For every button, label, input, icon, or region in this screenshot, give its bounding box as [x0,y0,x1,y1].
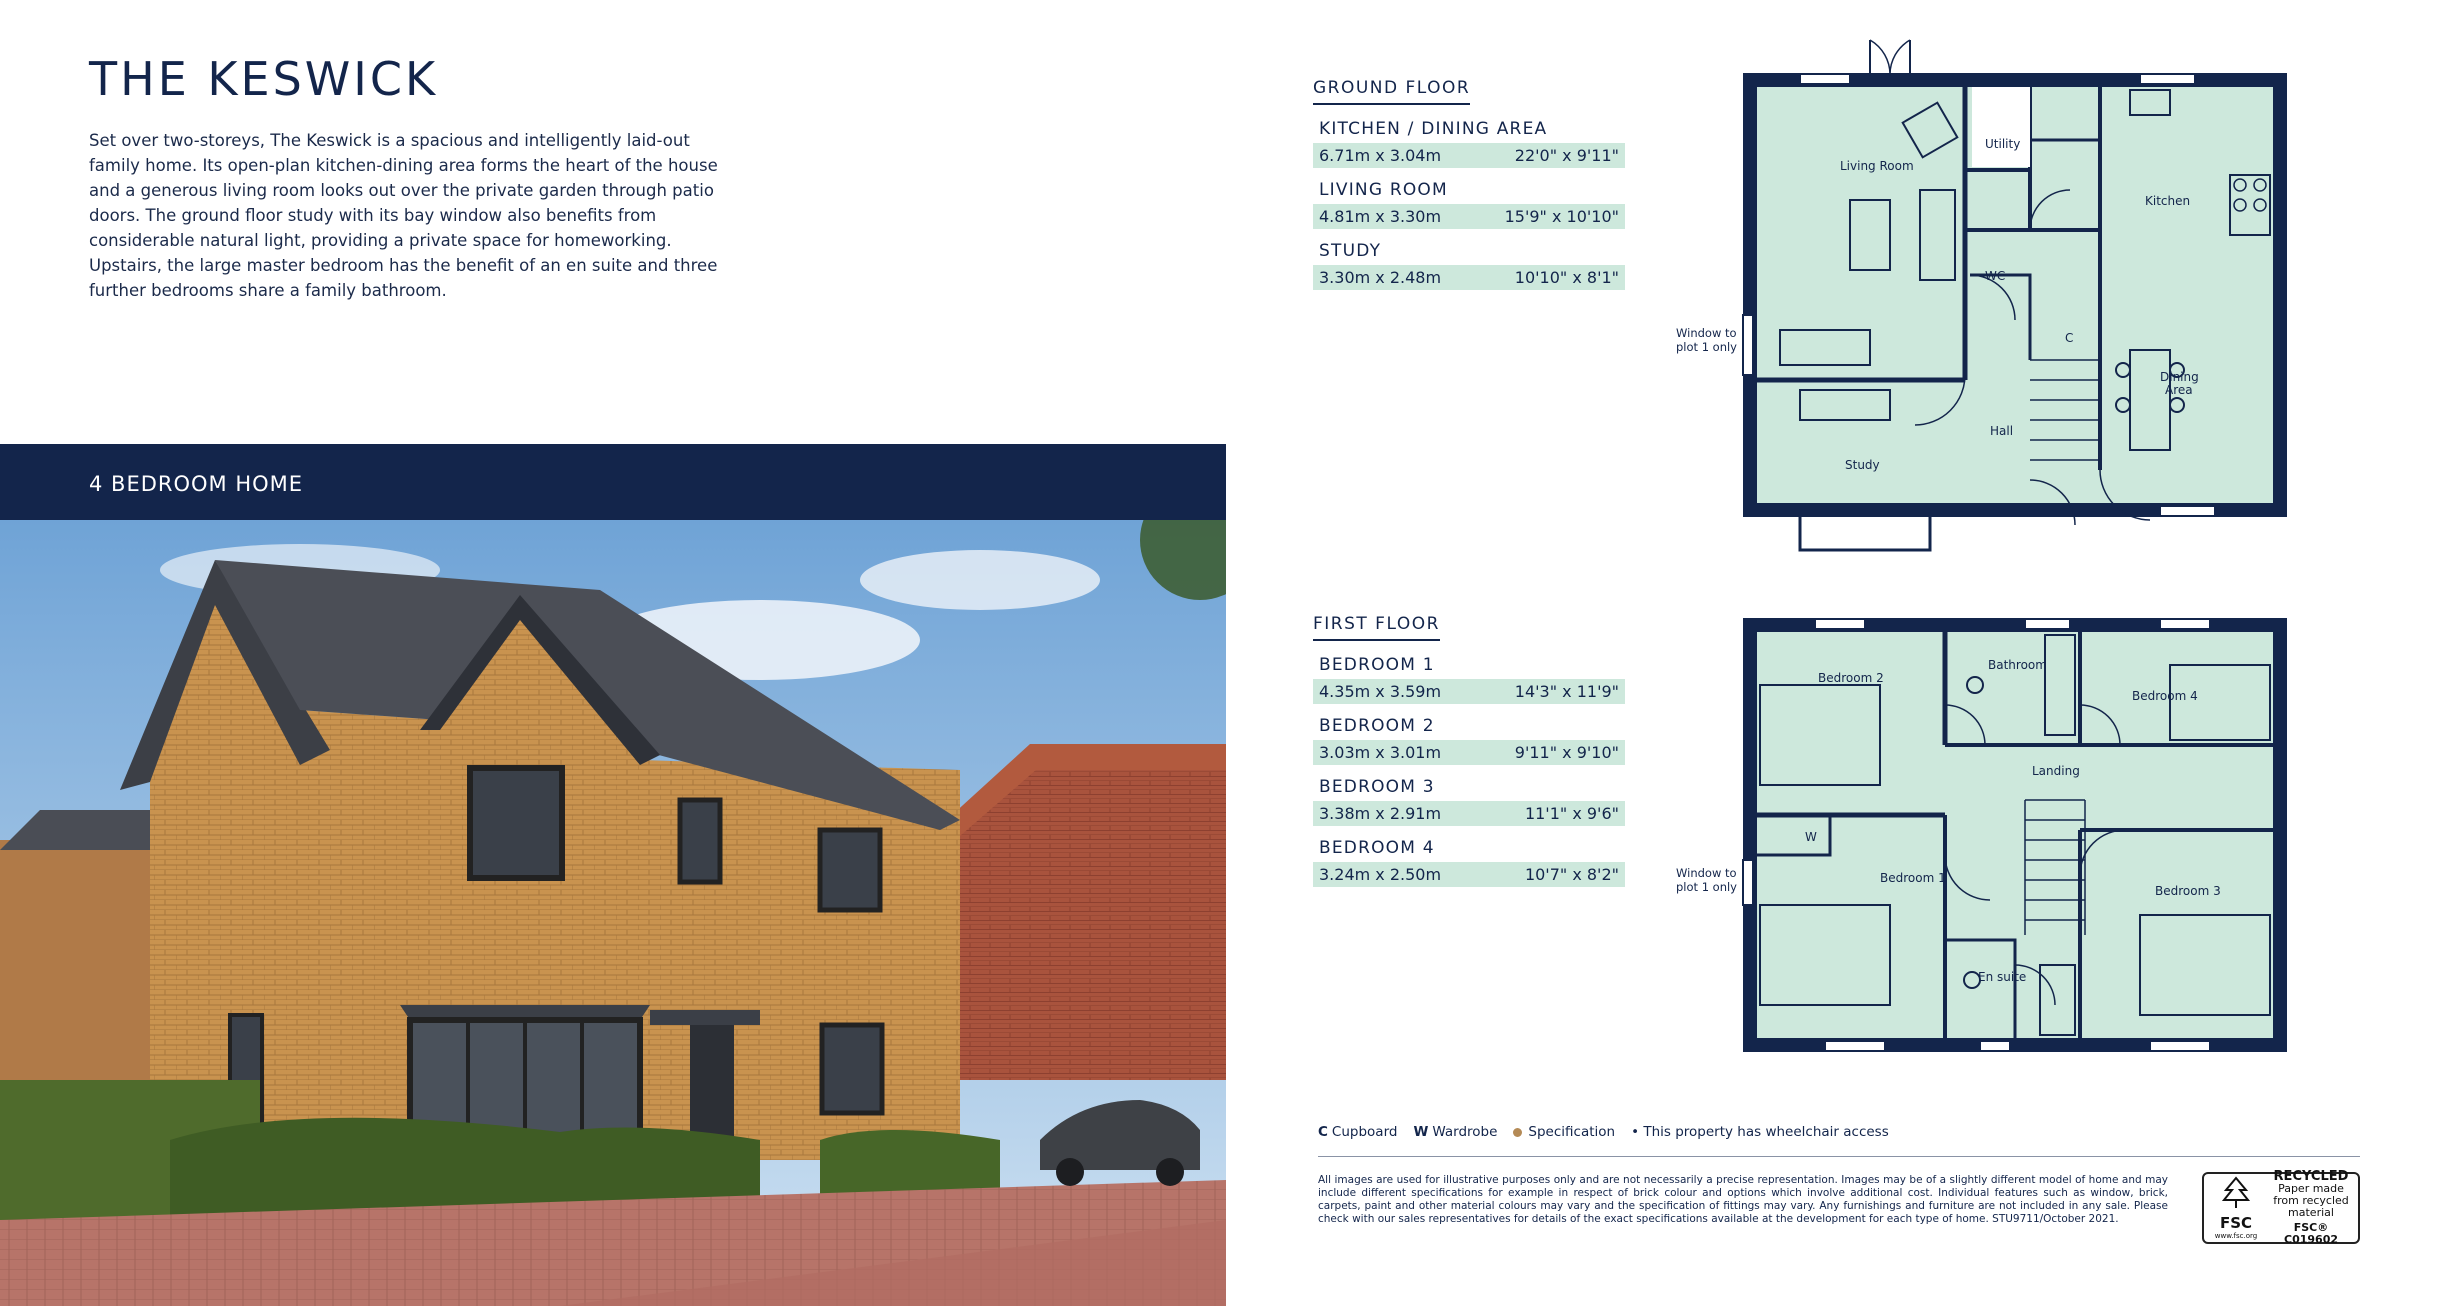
fsc-logo-icon: FSC www.fsc.org [2209,1176,2263,1240]
fsc-line: Paper made from recycled material [2273,1181,2349,1219]
room-spec [1313,838,1625,887]
imperial-dimension: 22'0" x 9'11" [1514,146,1619,165]
plan-label: Utility [1985,137,2021,151]
imperial-dimension: 15'9" x 10'10" [1504,207,1619,226]
room-dimensions [1313,679,1625,704]
room-dimensions [1313,801,1625,826]
room-dimensions [1313,862,1625,887]
imperial-dimension: 10'7" x 8'2" [1524,865,1619,884]
plan-label: W [1805,830,1817,844]
imperial-dimension: 11'1" x 9'6" [1524,804,1619,823]
first-floor-heading: FIRST FLOOR [1313,614,1440,641]
plan-label: Landing [2032,764,2080,778]
room-spec [1313,241,1625,290]
plan-label: Area [2165,383,2193,397]
plan-label: Kitchen [2145,194,2191,208]
room-name: BEDROOM 4 [1319,838,1435,858]
plan-label: WC [1985,269,2006,283]
footer-divider [1318,1156,2360,1157]
plan-label: En suite [1978,970,2027,984]
plan-label: Bathroom [1988,658,2047,672]
imperial-dimension: 10'10" x 8'1" [1514,268,1619,287]
first-floor-plan [1740,605,2300,1060]
specification-dot-icon [1513,1128,1522,1137]
room-spec [1313,180,1625,229]
fsc-badge [2202,1168,2360,1246]
room-name: BEDROOM 3 [1319,777,1435,797]
imperial-dimension: 9'11" x 9'10" [1514,743,1619,762]
first-floor-specs [1313,614,1625,899]
legend-wardrobe: W Wardrobe [1413,1124,1498,1140]
ground-floor-heading: GROUND FLOOR [1313,78,1470,105]
fsc-code: FSC® C019602 [2284,1220,2338,1246]
imperial-dimension: 14'3" x 11'9" [1514,682,1619,701]
page-title: THE KESWICK [89,52,439,106]
metric-dimension: 3.38m x 2.91m [1319,804,1442,823]
legend-specification: Specification [1513,1124,1615,1140]
plan-legend [1318,1124,1889,1140]
plan-label: Bedroom 1 [1880,871,1946,885]
room-dimensions [1313,143,1625,168]
room-name: KITCHEN / DINING AREA [1319,119,1548,139]
plan-label: Living Room [1840,159,1914,173]
metric-dimension: 4.35m x 3.59m [1319,682,1442,701]
fsc-url: www.fsc.org [2214,1232,2258,1240]
plan-label: Hall [1990,424,2014,438]
metric-dimension: 3.03m x 3.01m [1319,743,1442,762]
plan-label: Bedroom 2 [1818,671,1884,685]
room-spec [1313,716,1625,765]
room-dimensions [1313,740,1625,765]
plan-label: Dining [2160,370,2199,384]
disclaimer: All images are used for illustrative purposes only and are not necessarily a precise representation. Images may be of a slightly different model of home and may include different specifications for example in respect of brick colour and options which involve additional cost. Individual features such as window, brick, carpets, paint and other material colours may vary and the specification of fittings may vary. Any furnishings and furniture are not included in any sale. Please check with our sales representatives for details of the exact specifications available at the development for each type of home. STU9711/October 2021. [1318,1174,2168,1225]
house-illustration [0,520,1226,1306]
plan-label: Bedroom 4 [2132,689,2198,703]
home-type-banner [0,444,1226,520]
plan-label: C [2065,331,2074,345]
room-dimensions [1313,265,1625,290]
banner-label: 4 BEDROOM HOME [89,472,304,496]
metric-dimension: 3.30m x 2.48m [1319,268,1442,287]
room-name: BEDROOM 2 [1319,716,1435,736]
metric-dimension: 3.24m x 2.50m [1319,865,1442,884]
window-note: Window to plot 1 only [1676,866,1737,894]
plan-label: Bedroom 3 [2155,884,2221,898]
ground-floor-specs [1313,78,1625,302]
intro-paragraph: Set over two-storeys, The Keswick is a spacious and intelligently laid-out family home. Its open-plan kitchen-dining area forms the heart of the house and a generous living room looks out over the private garden through patio doors. The ground floor study with its bay window also benefits from considerable natural light, providing a private space for homeworking. Upstairs, the large master bedroom has the benefit of an en suite and three further bedrooms share a family bathroom. [89,131,718,300]
fsc-recycled: RECYCLED [2273,1168,2349,1184]
room-name: LIVING ROOM [1319,180,1448,200]
room-dimensions [1313,204,1625,229]
window-note: Window to plot 1 only [1676,326,1737,354]
room-spec [1313,655,1625,704]
room-spec [1313,777,1625,826]
room-spec [1313,119,1625,168]
room-name: BEDROOM 1 [1319,655,1435,675]
plan-label: Study [1845,458,1880,472]
room-name: STUDY [1319,241,1382,261]
legend-wheelchair: • This property has wheelchair access [1631,1124,1889,1140]
metric-dimension: 6.71m x 3.04m [1319,146,1442,165]
legend-cupboard: C Cupboard [1318,1124,1398,1140]
ground-floor-plan [1740,30,2300,560]
metric-dimension: 4.81m x 3.30m [1319,207,1442,226]
